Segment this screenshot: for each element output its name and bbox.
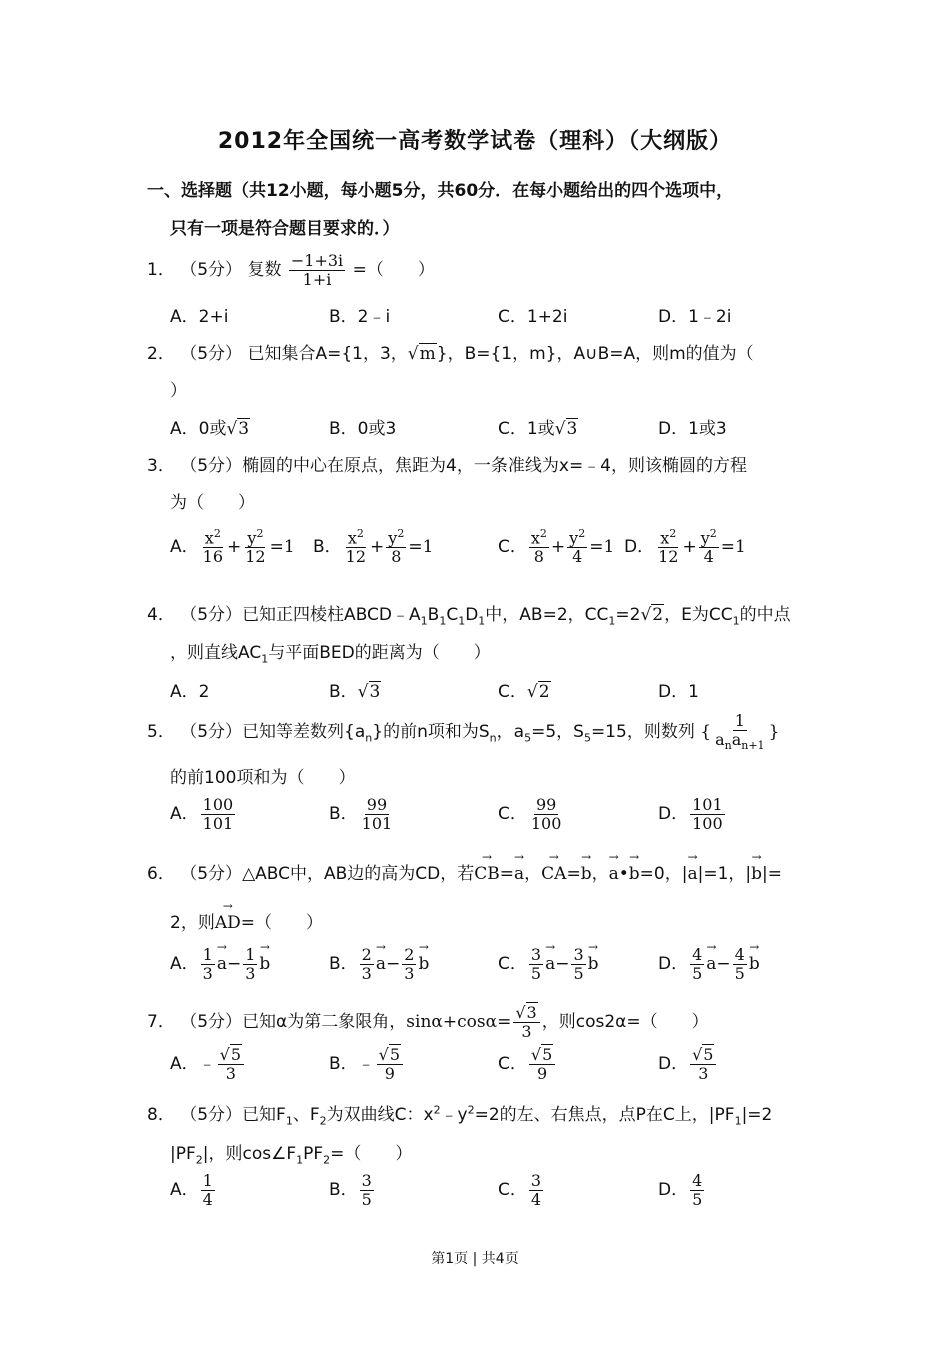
- question-5: 5． （5分）已知等差数列$\{a_n\}$的前n项和为$S_n$，$a_5=5$，$S_5=15$，则数列 { $\frac{1}{a_na_{n+1}}$ }: [147, 711, 780, 752]
- option-b: B． $\frac{2}{3}$ → a− $\frac{2}{3}$ → b: [329, 946, 429, 982]
- option-d: D． $\frac{√5}{3}$: [658, 1046, 718, 1082]
- option-c: C．1+2i: [498, 307, 568, 327]
- option-c: C． $\frac{99}{100}$: [498, 795, 562, 833]
- question-6: 6． （5分）△ABC中，AB边的高为CD，若→ CB=→ a，→ CA=→ b，→ a•→ b=0，|→ a|=1，|→ b|=: [147, 859, 782, 884]
- question-7: 7． （5分）已知α为第二象限角，sinα+cosα= $\frac{√3}{3}$ ，则cos2α=（ ）: [147, 1003, 709, 1041]
- option-d: D． $\frac{x^2}{12}$ + $\frac{y^2}{4}$ =1: [624, 527, 746, 566]
- option-a: A．2: [170, 682, 210, 702]
- question-1: 1． （5分） 复数 $\frac{-1+3i}{1+i}$ =（ ）: [147, 251, 435, 289]
- question-text: 复数: [247, 260, 282, 281]
- question-number: 1．: [147, 260, 175, 281]
- option-c: C．1或√3: [498, 419, 578, 439]
- option-c: C．√2: [498, 682, 550, 702]
- section-heading-line1: 一、选择题（共12小题，每小题5分，共60分．在每小题给出的四个选项中，: [147, 181, 734, 201]
- page-footer: 第1页 | 共4页: [431, 1251, 519, 1267]
- option-b: B． $\frac{99}{101}$: [329, 795, 393, 833]
- question-2: 2． （5分） 已知集合A={1，3，√m}，B={1，m}，A∪B=A，则m的值为（: [147, 344, 754, 364]
- option-a: A． $\frac{1}{3}$ → a− $\frac{1}{3}$ → b: [170, 946, 270, 982]
- question-points: （5分）: [180, 260, 243, 281]
- option-c: C． $\frac{√5}{9}$: [498, 1046, 557, 1082]
- option-b: B．﹣ $\frac{√5}{9}$: [329, 1046, 405, 1082]
- option-a: A．0或√3: [170, 419, 250, 439]
- option-d: D．1﹣2i: [658, 307, 732, 327]
- option-d: D． $\frac{4}{5}$: [658, 1171, 703, 1209]
- option-b: B． $\frac{x^2}{12}$ + $\frac{y^2}{8}$ =1: [313, 527, 434, 566]
- section-heading-line2: 只有一项是符合题目要求的．）: [170, 219, 400, 239]
- option-c: C． $\frac{x^2}{8}$ + $\frac{y^2}{4}$ =1: [498, 527, 615, 566]
- page-title: 2012年全国统一高考数学试卷（理科）（大纲版）: [217, 129, 733, 154]
- question-4: 4． （5分）已知正四棱柱$ABCD﹣A_1B_1C_1D_1$中，AB=2，$CC_1=2√2$，E为$CC_1$的中点: [147, 605, 791, 628]
- option-d: D． $\frac{101}{100}$: [658, 795, 723, 833]
- sqrt-expression: √m: [407, 344, 436, 364]
- option-d: D．1: [658, 682, 699, 702]
- option-a: A．2+i: [170, 307, 229, 327]
- option-d: D． $\frac{4}{5}$ → a− $\frac{4}{5}$ → b: [658, 946, 760, 982]
- option-a: A． $\frac{x^2}{16}$ + $\frac{y^2}{12}$ =1: [170, 527, 295, 566]
- question-8: 8． （5分）已知$F_1$、$F_2$为双曲线C：$x^2﹣y^2=2$的左、右焦点，点P在C上，$|PF_1|=2$: [147, 1103, 773, 1128]
- option-d: D．1或3: [658, 419, 727, 439]
- option-c: C． $\frac{3}{5}$ → a− $\frac{3}{5}$ → b: [498, 946, 599, 982]
- option-a: A． $\frac{100}{101}$: [170, 795, 234, 833]
- option-b: B．0或3: [329, 419, 397, 439]
- question-3: 3． （5分）椭圆的中心在原点，焦距为4，一条准线为x=﹣4，则该椭圆的方程: [147, 456, 747, 476]
- option-a: A．﹣ $\frac{√5}{3}$: [170, 1046, 246, 1082]
- fraction: $\frac{-1+3i}{1+i}$: [290, 251, 344, 289]
- option-b: B． $\frac{3}{5}$: [329, 1171, 372, 1209]
- option-b: B．2﹣i: [329, 307, 391, 327]
- option-b: B．√3: [329, 682, 381, 702]
- option-c: C． $\frac{3}{4}$: [498, 1171, 542, 1209]
- option-a: A． $\frac{1}{4}$: [170, 1171, 213, 1209]
